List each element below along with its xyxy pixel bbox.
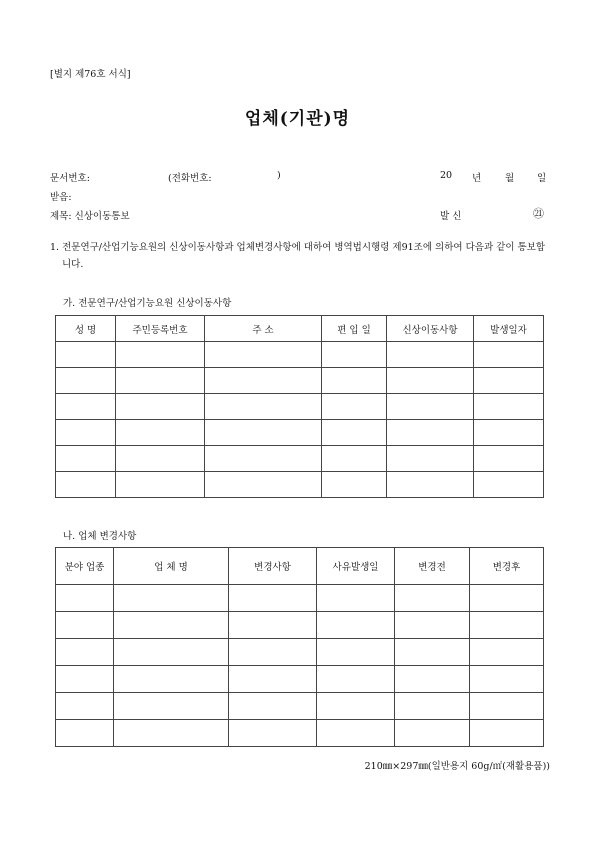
table-cell[interactable] (470, 585, 544, 612)
table-cell[interactable] (205, 420, 322, 446)
form-number: [별지 제76호 서식] (50, 69, 131, 80)
table-cell[interactable] (322, 420, 387, 446)
table-cell[interactable] (116, 472, 205, 498)
table-row (56, 394, 544, 420)
col-change-item: 변경사항 (229, 548, 317, 585)
table-cell[interactable] (474, 368, 544, 394)
col-occurrence-date: 발생일자 (474, 316, 544, 342)
table-cell[interactable] (56, 368, 116, 394)
table-cell[interactable] (205, 394, 322, 420)
table-row (56, 368, 544, 394)
table-cell[interactable] (229, 693, 317, 720)
table-row (56, 612, 544, 639)
table-cell[interactable] (322, 446, 387, 472)
table-cell[interactable] (116, 342, 205, 368)
table-cell[interactable] (229, 612, 317, 639)
subject-label: 제목: 신상이동통보 (50, 211, 130, 222)
col-field-industry: 분야 업종 (56, 548, 114, 585)
table-cell[interactable] (470, 666, 544, 693)
table-cell[interactable] (317, 612, 395, 639)
table-cell[interactable] (322, 368, 387, 394)
table-row (56, 420, 544, 446)
table-cell[interactable] (116, 420, 205, 446)
table-row (56, 666, 544, 693)
table-cell[interactable] (322, 394, 387, 420)
table-row (56, 639, 544, 666)
table-cell[interactable] (114, 720, 229, 747)
table-cell[interactable] (114, 612, 229, 639)
table-cell[interactable] (56, 693, 114, 720)
table-cell[interactable] (56, 720, 114, 747)
section-a-heading: 가. 전문연구/산업기능요원 신상이동사항 (63, 298, 232, 309)
table-cell[interactable] (56, 420, 116, 446)
table-cell[interactable] (474, 446, 544, 472)
table-cell[interactable] (317, 585, 395, 612)
col-address: 주 소 (205, 316, 322, 342)
table-cell[interactable] (56, 666, 114, 693)
phone-close: ) (277, 170, 281, 181)
table-cell[interactable] (317, 639, 395, 666)
table-row (56, 720, 544, 747)
sender-label: 발 신 (440, 211, 462, 222)
date-day-unit: 일 (537, 173, 547, 184)
table-cell[interactable] (470, 720, 544, 747)
table-cell[interactable] (322, 472, 387, 498)
table-cell[interactable] (470, 693, 544, 720)
table-cell[interactable] (229, 666, 317, 693)
table-cell[interactable] (229, 585, 317, 612)
table-cell[interactable] (387, 446, 474, 472)
paper-spec-footer: 210㎜×297㎜(일반용지 60g/㎡(재활용품)) (364, 761, 550, 772)
date-month-unit: 월 (505, 173, 515, 184)
table-cell[interactable] (395, 720, 470, 747)
table-row (56, 446, 544, 472)
recipient-label: 받음: (50, 192, 72, 203)
col-change-item: 신상이동사항 (387, 316, 474, 342)
table-cell[interactable] (56, 585, 114, 612)
table-cell[interactable] (387, 394, 474, 420)
table-cell[interactable] (116, 446, 205, 472)
table-header-row (56, 316, 544, 342)
date-year: 20 (440, 170, 453, 181)
section-b-heading: 나. 업체 변경사항 (63, 531, 137, 542)
body-paragraph: 1. 전문연구/산업기능요원의 신상이동사항과 업체변경사항에 대하여 병역법시행령 제91조에 의하여 다음과 같이 통보합니다. (50, 242, 546, 270)
personnel-change-table (55, 315, 544, 498)
table-cell[interactable] (474, 394, 544, 420)
table-cell[interactable] (56, 446, 116, 472)
table-cell[interactable] (229, 720, 317, 747)
table-cell[interactable] (116, 394, 205, 420)
table-row (56, 472, 544, 498)
table-cell[interactable] (474, 342, 544, 368)
table-cell[interactable] (387, 472, 474, 498)
col-before: 변경전 (395, 548, 470, 585)
table-cell[interactable] (387, 420, 474, 446)
table-cell[interactable] (114, 666, 229, 693)
col-enlist-date: 편 입 일 (322, 316, 387, 342)
table-cell[interactable] (229, 639, 317, 666)
table-row (56, 342, 544, 368)
table-cell[interactable] (395, 585, 470, 612)
table-cell[interactable] (470, 639, 544, 666)
col-reason-date: 사유발생일 (317, 548, 395, 585)
table-cell[interactable] (387, 342, 474, 368)
table-cell[interactable] (56, 394, 116, 420)
table-cell[interactable] (395, 666, 470, 693)
table-cell[interactable] (395, 639, 470, 666)
seal-icon: ㉑ (533, 207, 544, 220)
table-cell[interactable] (474, 420, 544, 446)
table-cell[interactable] (317, 666, 395, 693)
table-cell[interactable] (205, 368, 322, 394)
table-row (56, 693, 544, 720)
table-cell[interactable] (322, 342, 387, 368)
table-cell[interactable] (56, 639, 114, 666)
table-row (56, 585, 544, 612)
col-company-name: 업 체 명 (114, 548, 229, 585)
table-cell[interactable] (114, 639, 229, 666)
company-change-table (55, 547, 544, 747)
table-cell[interactable] (395, 693, 470, 720)
col-resident-number: 주민등록번호 (116, 316, 205, 342)
table-cell[interactable] (470, 612, 544, 639)
table-cell[interactable] (317, 720, 395, 747)
table-cell[interactable] (116, 368, 205, 394)
table-cell[interactable] (56, 342, 116, 368)
col-name: 성 명 (56, 316, 116, 342)
table-cell[interactable] (387, 368, 474, 394)
table-cell[interactable] (114, 693, 229, 720)
table-cell[interactable] (317, 693, 395, 720)
table-cell[interactable] (56, 612, 114, 639)
table-cell[interactable] (56, 472, 116, 498)
table-cell[interactable] (205, 446, 322, 472)
table-header-row (56, 548, 544, 585)
table-cell[interactable] (205, 342, 322, 368)
col-after: 변경후 (470, 548, 544, 585)
page-title: 업체(기관)명 (244, 109, 351, 129)
doc-number-label: 문서번호: (50, 173, 90, 184)
table-cell[interactable] (395, 612, 470, 639)
table-cell[interactable] (205, 472, 322, 498)
date-year-unit: 년 (472, 173, 482, 184)
table-cell[interactable] (474, 472, 544, 498)
table-cell[interactable] (114, 585, 229, 612)
phone-label: (전화번호: (168, 173, 212, 184)
